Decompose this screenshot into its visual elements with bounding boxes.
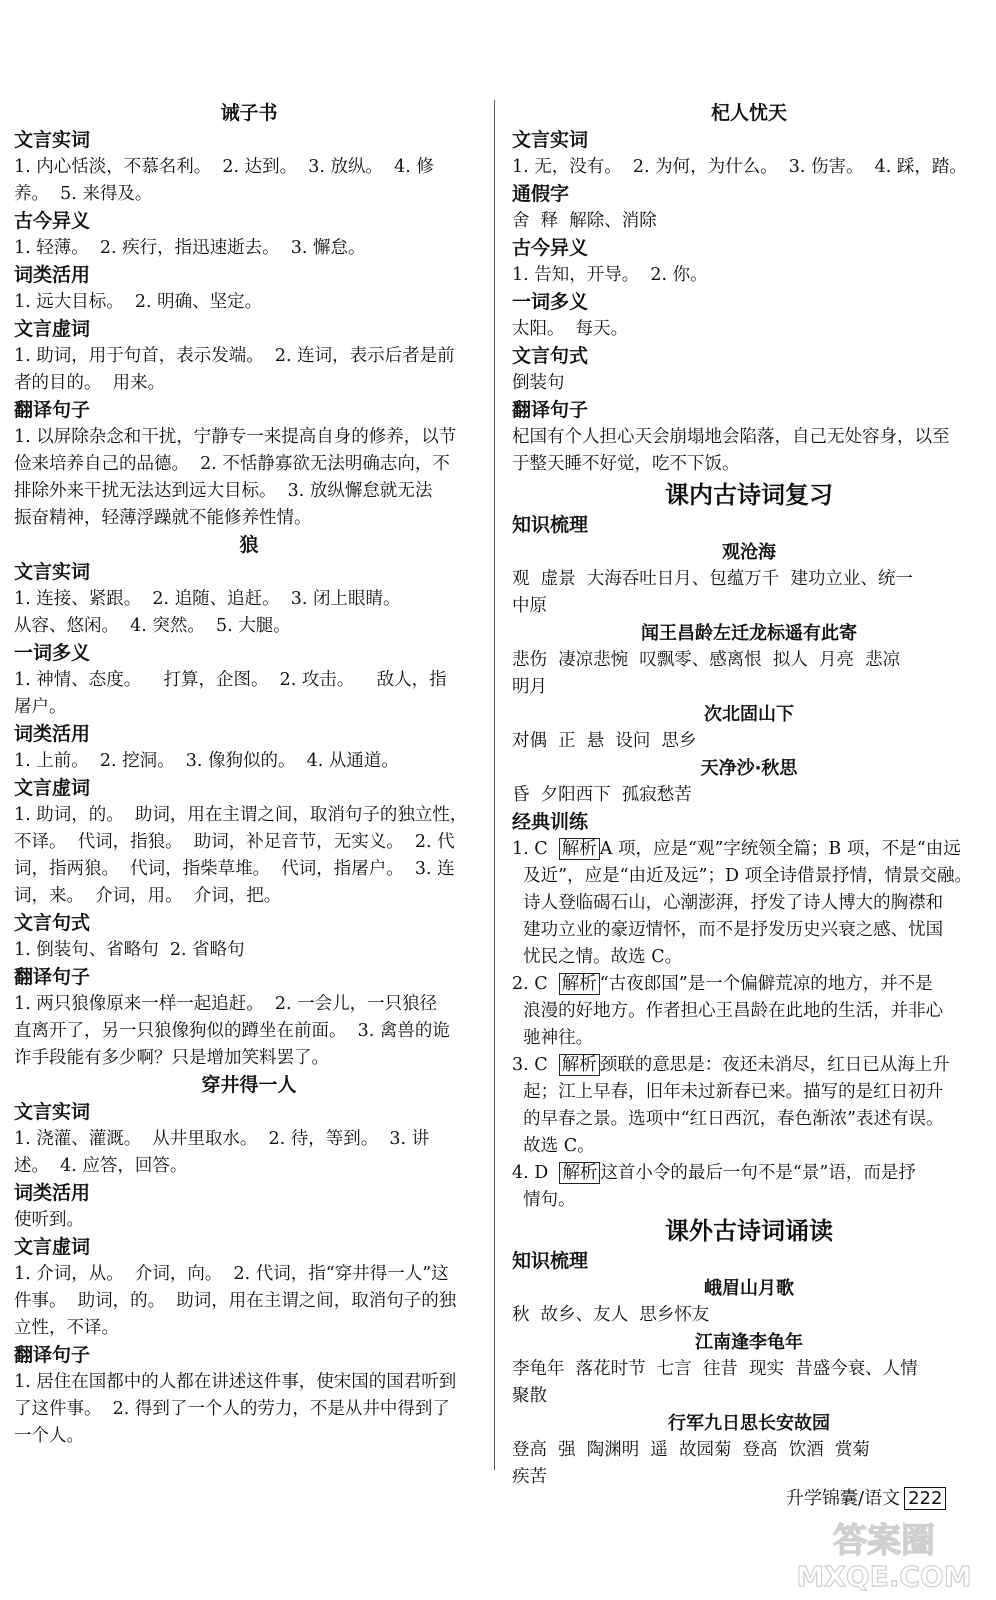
- text-line: 太阳。 每天。: [512, 319, 629, 339]
- analysis-tag: 解析: [559, 838, 600, 860]
- answer-text: A 项，应是“观”字统领全篇；B 项，不是“由远: [599, 839, 961, 859]
- analysis-tag: 解析: [559, 1162, 600, 1184]
- subsection-heading: 古今异义: [14, 210, 91, 232]
- text-line: 词，指两狼。 代词，指柴草堆。 代词，指屠户。 3. 连: [14, 859, 455, 879]
- poem-title: 行军九日思长安故园: [668, 1413, 830, 1434]
- watermark-logo: [782, 1512, 986, 1592]
- subsection-heading: 翻译句子: [14, 966, 91, 988]
- text-line: 昏 夕阳西下 孤寂愁苦: [512, 785, 692, 805]
- text-line: 对偶 正 悬 设问 思乡: [512, 731, 697, 751]
- subsection-heading: 文言虚词: [14, 318, 91, 340]
- answer-number: 4. D: [512, 1163, 549, 1183]
- poem-title: 闻王昌龄左迁龙标遥有此寄: [641, 623, 857, 644]
- text-line: 1. 介词，从。 介词，向。 2. 代词，指“穿井得一人”这: [14, 1264, 449, 1284]
- text-line: 杞国有个人担心天会崩塌地会陷落，自己无处容身，以至: [512, 427, 950, 447]
- text-line: 倒装句: [512, 373, 565, 393]
- text-line: 于整天睡不好觉，吃不下饭。: [512, 454, 740, 474]
- text-line: 者的目的。 用来。: [14, 373, 166, 393]
- text-line: 屠户。: [14, 697, 67, 717]
- analysis-tag: 解析: [559, 1054, 600, 1076]
- text-line: 中原: [512, 596, 547, 616]
- text-line: 驰神往。: [512, 1028, 594, 1048]
- text-line: 1. 助词，用于句首，表示发端。 2. 连词，表示后者是前: [14, 346, 455, 366]
- subsection-heading: 一词多义: [14, 642, 91, 664]
- subsection-heading: 词类活用: [14, 723, 91, 745]
- subsection-heading: 翻译句子: [14, 1344, 91, 1366]
- page-footer: [786, 1486, 946, 1512]
- text-line: 件事。 助词，的。 助词，用在主谓之间，取消句子的独: [14, 1291, 457, 1311]
- text-line: 明月: [512, 677, 547, 697]
- text-line: 一个人。: [14, 1426, 84, 1446]
- text-line: 疾苦: [512, 1467, 547, 1487]
- text-line: 故选 C。: [512, 1136, 595, 1156]
- answer-number: 3. C: [512, 1055, 548, 1075]
- text-line: 立性，不译。: [14, 1318, 119, 1338]
- subsection-heading: 文言实词: [512, 129, 589, 151]
- text-line: 秋 故乡、友人 思乡怀友: [512, 1305, 710, 1325]
- text-line: 1. 连接、紧跟。 2. 追随、追赶。 3. 闭上眼睛。: [14, 589, 401, 609]
- text-line: 1. 远大目标。 2. 明确、坚定。: [14, 292, 263, 312]
- text-line: 忧民之情。故选 C。: [512, 947, 683, 967]
- text-line: 1. 倒装句、省略句 2. 省略句: [14, 940, 245, 960]
- book-title: 升学锦囊/语文: [786, 1488, 901, 1509]
- answer-text: “古夜郎国”是一个偏僻荒凉的地方，并不是: [599, 974, 933, 994]
- text-line: 1. 上前。 2. 挖洞。 3. 像狗似的。 4. 从通道。: [14, 751, 399, 771]
- subsection-heading: 翻译句子: [512, 399, 589, 421]
- subsection-heading: 翻译句子: [14, 399, 91, 421]
- subsection-heading: 古今异义: [512, 237, 589, 259]
- answer-text: 颈联的意思是：夜还未消尽，红日已从海上升: [599, 1055, 950, 1075]
- subsection-heading: 文言实词: [14, 129, 91, 151]
- text-line: 了这件事。 2. 得到了一个人的劳力，不是从井中得到了: [14, 1399, 450, 1419]
- watermark-text: 答案圈: [833, 1521, 935, 1561]
- text-line: 不译。 代词，指狼。 助词，补足音节，无实义。 2. 代: [14, 832, 455, 852]
- answer-line: [512, 836, 986, 863]
- text-line: 使听到。: [14, 1210, 84, 1230]
- analysis-tag: 解析: [559, 973, 600, 995]
- subsection-heading: 通假字: [512, 183, 570, 205]
- text-line: 诈手段能有多少啊？只是增加笑料罢了。: [14, 1048, 329, 1068]
- section-title: 穿井得一人: [201, 1074, 297, 1096]
- subsection-heading: 文言句式: [512, 345, 589, 367]
- text-line: 1. 浇灌、灌溉。 从井里取水。 2. 待，等到。 3. 讲: [14, 1129, 430, 1149]
- text-line: 直离开了，另一只狼像狗似的蹲坐在前面。 3. 禽兽的诡: [14, 1021, 450, 1041]
- answer-number: 1. C: [512, 839, 548, 859]
- answer-number: 2. C: [512, 974, 548, 994]
- poem-title: 观沧海: [722, 542, 776, 563]
- text-line: 的早春之景。选项中“红日西沉，春色渐浓”表述有误。: [512, 1109, 944, 1129]
- poem-title: 江南逢李龟年: [695, 1332, 803, 1353]
- text-line: 1. 神情、态度。 打算，企图。 2. 攻击。 敌人，指: [14, 670, 447, 690]
- section-title: 杞人忧天: [710, 102, 787, 124]
- answer-line: [512, 971, 986, 998]
- text-line: 悲伤 凄凉悲惋 叹飘零、感离恨 拟人 月亮 悲凉: [512, 650, 901, 670]
- text-line: 李龟年 落花时节 七言 往昔 现实 昔盛今衰、人情: [512, 1359, 918, 1379]
- text-line: 情句。: [512, 1190, 576, 1210]
- text-line: 词，来。 介词，用。 介词，把。: [14, 886, 282, 906]
- poem-title: 次北固山下: [704, 704, 794, 725]
- left-column: [14, 100, 484, 1450]
- text-line: 1. 居住在国都中的人都在讲述这件事，使宋国的国君听到: [14, 1372, 457, 1392]
- subsection-heading: 一词多义: [512, 291, 589, 313]
- subsection-heading: 文言实词: [14, 561, 91, 583]
- right-column: [512, 100, 986, 1491]
- subsection-heading: 知识梳理: [512, 514, 589, 536]
- text-line: 1. 内心恬淡，不慕名利。 2. 达到。 3. 放纵。 4. 修: [14, 157, 434, 177]
- text-line: 1. 无，没有。 2. 为何，为什么。 3. 伤害。 4. 踩，踏。: [512, 157, 967, 177]
- page-number: 222: [904, 1487, 946, 1510]
- section-title: 狼: [239, 534, 259, 556]
- text-line: 浪漫的好地方。作者担心王昌龄在此地的生活，并非心: [512, 1001, 944, 1021]
- subsection-heading: 知识梳理: [512, 1250, 589, 1272]
- text-line: 1. 两只狼像原来一样一起追赶。 2. 一会儿，一只狼径: [14, 994, 438, 1014]
- poem-title: 天净沙·秋思: [700, 758, 798, 779]
- text-line: 登高 强 陶渊明 遥 故园菊 登高 饮酒 赏菊: [512, 1440, 870, 1460]
- text-line: 诗人登临碣石山，心潮澎湃，抒发了诗人博大的胸襟和: [512, 893, 944, 913]
- text-line: 1. 轻薄。 2. 疾行，指迅速逝去。 3. 懈怠。: [14, 238, 366, 258]
- text-line: 俭来培养自己的品德。 2. 不恬静寡欲无法明确志向，不: [14, 454, 450, 474]
- text-line: 1. 助词，的。 助词，用在主谓之间，取消句子的独立性，: [14, 805, 468, 825]
- text-line: 1. 告知，开导。 2. 你。: [512, 265, 708, 285]
- subsection-heading: 文言句式: [14, 912, 91, 934]
- column-divider: [494, 100, 495, 1470]
- text-line: 及近”，应是“由近及远”；D 项全诗借景抒情，情景交融。: [512, 866, 973, 886]
- subsection-heading: 文言虚词: [14, 1236, 91, 1258]
- watermark-url: MXQE.COM: [796, 1560, 972, 1592]
- poem-title: 峨眉山月歌: [704, 1278, 794, 1299]
- text-line: 舍 释 解除、消除: [512, 211, 657, 231]
- text-line: 养。 5. 来得及。: [14, 184, 153, 204]
- subsection-heading: 文言实词: [14, 1101, 91, 1123]
- answer-line: [512, 1052, 986, 1079]
- text-line: 聚散: [512, 1386, 547, 1406]
- text-line: 从容、悠闲。 4. 突然。 5. 大腿。: [14, 616, 291, 636]
- text-line: 起；江上早春，旧年未过新春已来。描写的是红日初升: [512, 1082, 944, 1102]
- subsection-heading: 词类活用: [14, 1182, 91, 1204]
- text-line: 振奋精神，轻薄浮躁就不能修养性情。: [14, 508, 312, 528]
- text-line: 建功立业的豪迈情怀，而不是抒发历史兴衰之感、忧国: [512, 920, 944, 940]
- text-line: 排除外来干扰无法达到远大目标。 3. 放纵懈怠就无法: [14, 481, 433, 501]
- subsection-heading: 文言虚词: [14, 777, 91, 799]
- section-title: 诫子书: [220, 102, 278, 124]
- text-line: 观 虚景 大海吞吐日月、包蕴万千 建功立业、统一: [512, 569, 913, 589]
- text-line: 述。 4. 应答，回答。: [14, 1156, 188, 1176]
- text-line: 1. 以屏除杂念和干扰，宁静专一来提高自身的修养，以节: [14, 427, 457, 447]
- chapter-title: 课外古诗词诵读: [665, 1217, 833, 1245]
- chapter-title: 课内古诗词复习: [665, 481, 833, 509]
- answer-text: 这首小令的最后一句不是“景”语，而是抒: [600, 1163, 916, 1183]
- answer-line: [512, 1160, 986, 1187]
- subsection-heading: 经典训练: [512, 811, 589, 833]
- subsection-heading: 词类活用: [14, 264, 91, 286]
